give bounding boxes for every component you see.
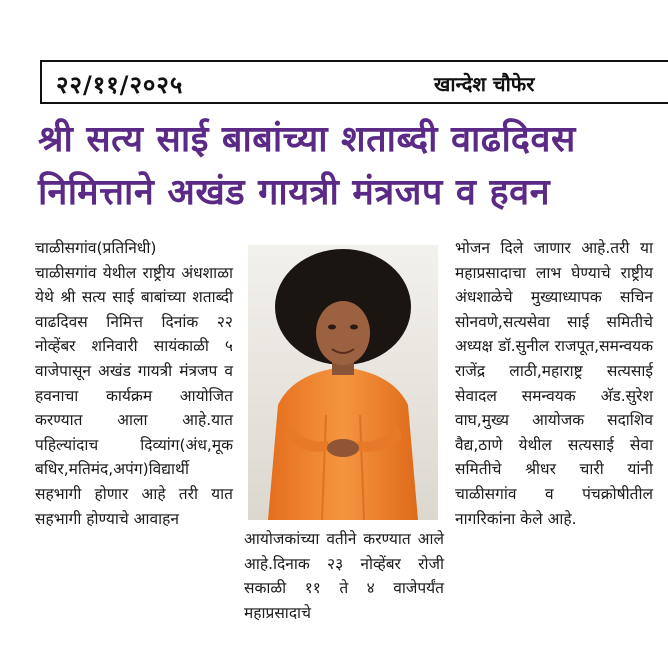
publication-date: २२/११/२०२५	[56, 71, 184, 99]
face	[316, 301, 370, 365]
article-body-column-1: चाळीसगांव येथील राष्ट्रीय अंधशाळा येथे श्री सत्य साई बाबांच्या शताब्दी वाढदिवस निमित्त दिनांक २२ नोव्हेंबर शनिवारी सायंकाळी ५ वाजेपासून अखंड गायत्री मंत्रजप व हवनाचा कार्यक्रम आयोजित करण्यात आला आहे.यात पहिल्यांदाच दिव्यांग(अंध,मूक बधिर,मतिमंद,अपंग)विद्यार्थी सहभागी होणार आहे तरी यात सहभागी होण्याचे आवाहन	[35, 263, 233, 528]
article-byline: चाळीसगांव(प्रतिनिधी)	[35, 239, 157, 257]
portrait-photo	[248, 245, 438, 520]
headline-line-2: निमित्ताने अखंड गायत्री मंत्रजप व हवन	[38, 172, 551, 213]
article-body-column-2: आयोजकांच्या वतीने करण्यात आले आहे.दिनाक २३ नोव्हेंबर रोजी सकाळी ११ ते ४ वाजेपर्यंत महाप्रसादाचे	[244, 530, 444, 622]
headline-line-1: श्री सत्य साई बाबांच्या शताब्दी वाढदिवस	[38, 119, 576, 160]
left-eye	[328, 325, 336, 330]
portrait-photo-icon	[248, 245, 438, 520]
article-body-column-3: भोजन दिले जाणार आहे.तरी या महाप्रसादाचा लाभ घेण्याचे राष्ट्रीय अंधशाळेचे मुख्याध्यापक सचिन सोनवणे,सत्यसेवा साई समितीचे अध्यक्ष डॉ.सुनील राजपूत,समन्वयक राजेंद्र लाठी,महाराष्ट्र सत्यसाई सेवादल समन्वयक अ‍ॅड.सुरेश वाघ,मुख्य आयोजक सदाशिव वैद्य,ठाणे येथील सत्यसाई सेवा समितीचे श्रीधर चारी यांनी चाळीसगांव व पंचक्रोषीतील नागरिकांना केले आहे.	[455, 239, 653, 528]
newspaper-name: खान्देश चौफेर	[434, 72, 535, 96]
article-column-3	[455, 236, 653, 531]
hands	[327, 439, 359, 457]
article-column-2	[244, 527, 444, 625]
masthead	[40, 60, 668, 104]
right-eye	[350, 325, 358, 330]
article-column-1	[35, 236, 233, 531]
